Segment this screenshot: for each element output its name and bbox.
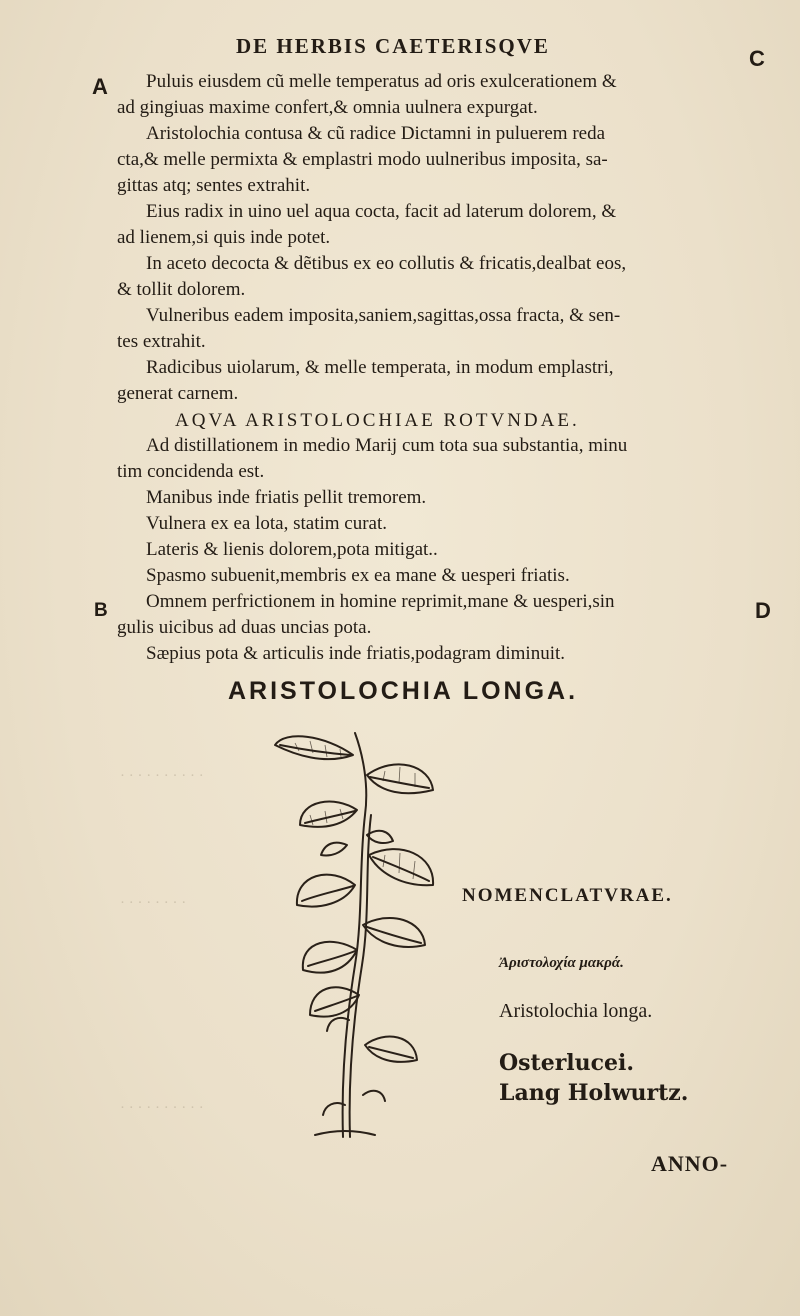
catchword: ANNO- xyxy=(651,1151,729,1176)
show-through-mark: · · · · · · · · · · xyxy=(120,768,204,784)
text-line: cta,& melle permixta & emplastri modo uulneribus imposita, sa- xyxy=(117,149,608,170)
text-line: Lateris & lienis dolorem,pota mitigat.. xyxy=(146,539,438,560)
margin-letter-b: B xyxy=(94,600,108,621)
section-title-aristolochia-longa: ARISTOLOCHIA LONGA. xyxy=(228,677,579,705)
nomenclature-heading: NOMENCLATVRAE. xyxy=(462,885,673,906)
text-line: gulis uicibus ad duas uncias pota. xyxy=(117,617,372,638)
text-line: Eius radix in uino uel aqua cocta, facit ad laterum dolorem, & xyxy=(146,201,617,222)
margin-letter-d: D xyxy=(755,598,771,623)
text-line: Spasmo subuenit,membris ex ea mane & uesperi friatis. xyxy=(146,565,570,586)
german-name-1: Osterlucei. xyxy=(499,1050,635,1076)
text-line: ad lienem,si quis inde potet. xyxy=(117,227,331,248)
text-line: ad gingiuas maxime confert,& omnia uulnera expurgat. xyxy=(117,97,538,118)
show-through-mark: · · · · · · · · · · xyxy=(120,1100,204,1116)
text-line: Vulneribus eadem imposita,saniem,sagittas,ossa fracta, & sen- xyxy=(146,305,621,326)
text-line: Omnem perfrictionem in homine reprimit,mane & uesperi,sin xyxy=(146,591,615,612)
text-line: In aceto decocta & dẽtibus ex eo collutis & fricatis,dealbat eos, xyxy=(146,253,627,274)
text-line: Aristolochia contusa & cũ radice Dictamni in puluerem reda xyxy=(146,123,606,144)
text-line: generat carnem. xyxy=(117,383,239,404)
running-header: DE HERBIS CAETERISQVE xyxy=(236,34,550,58)
margin-letter-c: C xyxy=(749,46,765,71)
greek-name: Ἀριστολοχία μακρά. xyxy=(499,955,624,971)
section-title-aqua: AQVA ARISTOLOCHIAE ROTVNDAE. xyxy=(175,410,580,431)
text-line: Sæpius pota & articulis inde friatis,podagram diminuit. xyxy=(146,643,566,664)
aristolochia-longa-woodcut xyxy=(255,715,455,1145)
text-line: Puluis eiusdem cũ melle temperatus ad oris exulcerationem & xyxy=(146,71,617,92)
german-name-2: Lang Holwurtz. xyxy=(499,1080,689,1106)
text-line: Vulnera ex ea lota, statim curat. xyxy=(146,513,388,534)
text-line: & tollit dolorem. xyxy=(117,279,246,300)
latin-name: Aristolochia longa. xyxy=(499,1000,653,1022)
text-line: gittas atq; sentes extrahit. xyxy=(117,175,311,196)
margin-letter-a: A xyxy=(92,74,108,99)
text-line: tim concidenda est. xyxy=(117,461,265,482)
show-through-mark: · · · · · · · · xyxy=(120,895,187,911)
text-line: Radicibus uiolarum, & melle temperata, in modum emplastri, xyxy=(146,357,614,378)
text-line: Ad distillationem in medio Marij cum tota sua substantia, minu xyxy=(146,435,628,456)
text-line: Manibus inde friatis pellit tremorem. xyxy=(146,487,427,508)
text-line: tes extrahit. xyxy=(117,331,206,352)
